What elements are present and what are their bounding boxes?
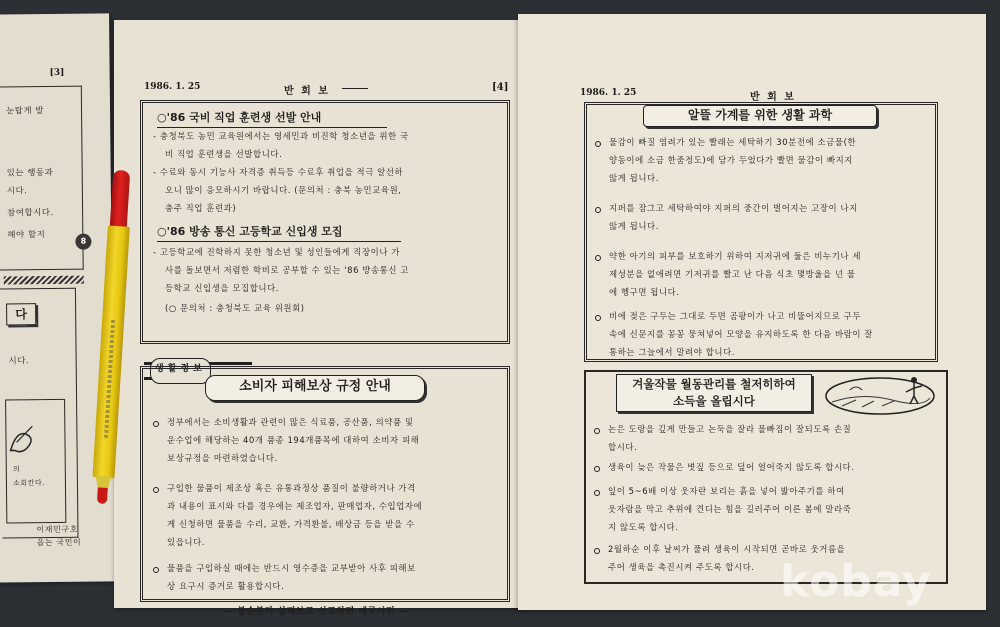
science-bullet	[595, 141, 601, 147]
guide-item1-line: 운수업에 해당하는 40개 품종 194개품목에 대하여 소비자 피해	[167, 435, 420, 445]
right-paper-name: 반 회 보	[750, 92, 796, 103]
left-hatch-bar	[4, 276, 84, 285]
guide-item3-line: 상 요구시 증거로 활용합시다.	[167, 581, 285, 591]
left-article-box	[0, 86, 84, 271]
farm-bullet	[594, 466, 600, 472]
notice2-title: ○'86 방송 통신 고등학교 신입생 모집	[157, 223, 401, 242]
farm-title-line1: 겨울작물 월동관리를 철저히하여	[632, 377, 796, 391]
left-footer-line: 이재민구호	[36, 524, 79, 535]
science-bullet	[595, 207, 601, 213]
notice2-line: - 고등학교에 진학하지 못한 청소년 및 성인들에게 직장이나 가	[153, 247, 400, 257]
guide-bullet	[153, 567, 159, 573]
notice1-line: 비 직업 훈련생을 선발합니다.	[165, 149, 283, 159]
science-item2-line: 지퍼를 잠그고 세탁하여야 지퍼의 중간이 벌어지는 고장이 나지	[609, 203, 858, 213]
left-illustration	[8, 420, 38, 460]
guide-item2-line: 게 신청하면 물품을 수리, 교환, 가격환불, 배상금 등을 받을 수	[167, 519, 415, 529]
middle-newspaper-page	[114, 20, 532, 617]
pen-tip	[97, 487, 108, 504]
science-item3-line: 약한 아기의 피부를 보호하기 위하여 지저귀에 둘은 비누기나 세	[609, 251, 862, 261]
guide-item3-line: 물품을 구입하실 때에는 반드시 영수증을 교부받아 사후 피해보	[167, 563, 416, 573]
guide-item1-line: 보상규정을 마련하였습니다.	[167, 453, 278, 463]
farm-box	[584, 370, 948, 584]
left-illustration-box	[5, 399, 66, 524]
farm-item1-line: 논은 도랑을 깊게 만들고 논둑을 잘라 물빠짐이 잘되도록 손질	[608, 424, 852, 434]
notice1-title: ○'86 국비 직업 훈련생 선발 안내	[157, 109, 387, 128]
science-item1-line: 양동이에 소금 한줌정도)에 담가 두었다가 빨면 물감이 빠지지	[609, 155, 853, 165]
guide-title: 소비자 피해보상 규정 안내	[205, 375, 425, 401]
watermark-logo: kobay	[780, 556, 932, 607]
notice2-line: (○ 문의처 : 충청북도 교육 위원회)	[165, 303, 305, 313]
left-page-number: [3]	[49, 67, 65, 79]
left-line: 의	[12, 465, 21, 474]
guide-item2-line: 과 내용이 표시와 다를 경우에는 제조업자, 판매업자, 수입업자에	[167, 501, 423, 511]
left-footer-line: 읍는 국민이	[36, 537, 82, 548]
middle-footer-slogan: — 불순분자 살펴보고 신고하면 애국시민 —	[224, 607, 409, 617]
notice2-line: 등학교 신입생을 모집합니다.	[165, 283, 280, 293]
farm-title-box	[616, 374, 812, 412]
science-item4-line: 비에 젖은 구두는 그대로 두면 곰팡이가 나고 비뚤어지므로 구두	[609, 311, 862, 321]
farm-title-line2: 소득을 올립시다	[673, 394, 755, 408]
notice-box	[140, 100, 510, 344]
farm-item4-line: 주어 생육을 촉진시켜 주도록 합시다.	[608, 562, 755, 572]
guide-item2-line: 있읍니다.	[167, 537, 206, 547]
right-date: 1986. 1. 25	[580, 88, 637, 98]
science-item1-line: 않게 됩니다.	[609, 173, 659, 183]
left-heading-tail: 다	[6, 303, 36, 325]
science-item4-line: 통하는 그늘에서 말려야 합니다.	[609, 347, 736, 357]
notice2-line: 사를 돌보면서 저렴한 학비로 공부할 수 있는 '86 방송통신 고	[165, 265, 409, 275]
notice1-line: - 수료와 동시 기능사 자격증 취득등 수료후 취업을 적극 알선하	[153, 167, 404, 177]
middle-page-number: [4]	[492, 82, 509, 93]
science-title: 알뜰 가계를 위한 생활 과학	[643, 105, 877, 127]
science-item1-line: 물감이 빠질 염려가 있는 빨래는 세탁하기 30분전에 소금물(한	[609, 137, 857, 147]
farm-bullet	[594, 490, 600, 496]
middle-date: 1986. 1. 25	[144, 82, 201, 92]
guide-box	[140, 366, 510, 602]
science-item3-line: 에 헹구면 됩니다.	[609, 287, 680, 297]
notice1-line: - 충청북도 농민 교육원에서는 영세민과 비진학 청소년을 위한 국	[153, 131, 409, 141]
science-item2-line: 않게 됩니다.	[609, 221, 659, 231]
middle-paper-name: 반 회 보	[284, 86, 330, 97]
science-bullet	[595, 255, 601, 261]
left-article-box-2	[0, 288, 79, 539]
left-line: 소회칸다.	[12, 479, 46, 488]
left-line: 참여합시다.	[7, 206, 54, 218]
left-line: 시다.	[8, 355, 30, 366]
pen-cap	[110, 170, 131, 231]
farm-bullet	[594, 548, 600, 554]
header-rule	[342, 88, 368, 89]
farm-bullet	[594, 428, 600, 434]
guide-item2-line: 구입한 물품이 제조상 혹은 유통과정상 품질이 불량하거나 가격	[167, 483, 416, 493]
section-tag: 생활정보	[150, 358, 211, 384]
farm-item3-line: 잎이 5~6배 이상 웃자란 보리는 흙을 넣어 밟아주기를 하여	[608, 486, 845, 496]
left-circle-mark: 8	[75, 234, 91, 250]
guide-item1-line: 정부에서는 소비생활과 관련이 많은 식료품, 공산품, 의약품 및	[167, 417, 414, 427]
farm-item1-line: 합시다.	[608, 442, 638, 452]
farm-illustration	[822, 372, 942, 416]
guide-bullet	[153, 487, 159, 493]
farm-item3-line: 지 않도록 합시다.	[608, 522, 679, 532]
guide-bullet	[153, 421, 159, 427]
science-bullet	[595, 315, 601, 321]
notice1-line: 오니 많이 응모하시기 바랍니다. (문의처 : 충북 농민교육원,	[165, 185, 402, 195]
left-line: 눈탑게 발	[5, 105, 45, 116]
left-line: 해야 할지	[7, 229, 46, 240]
science-item4-line: 속에 신문지를 꽁꽁 뭉쳐넣어 모양을 유지하도록 한 다음 바람이 잘	[609, 329, 873, 339]
farm-item2-line: 생육이 늦은 작물은 볏짚 등으로 덮어 얼어죽지 않도록 합시다.	[608, 462, 855, 472]
science-item3-line: 제성분을 없애려면 기저귀를 빨고 난 다음 식초 몇방울을 넌 물	[609, 269, 856, 279]
farm-item4-line: 2월하순 이후 날씨가 풀려 생육이 시작되면 곧바로 웃거름을	[608, 544, 846, 554]
farm-item3-line: 웃자람을 막고 추위에 견디는 힘을 길러주어 이른 봄에 말라죽	[608, 504, 852, 514]
left-line: 있는 행동과	[6, 166, 54, 178]
left-line: 시다.	[6, 185, 28, 196]
notice1-line: 충주 직업 훈련과)	[165, 203, 237, 213]
science-box	[584, 102, 938, 362]
right-newspaper-page	[518, 14, 986, 610]
